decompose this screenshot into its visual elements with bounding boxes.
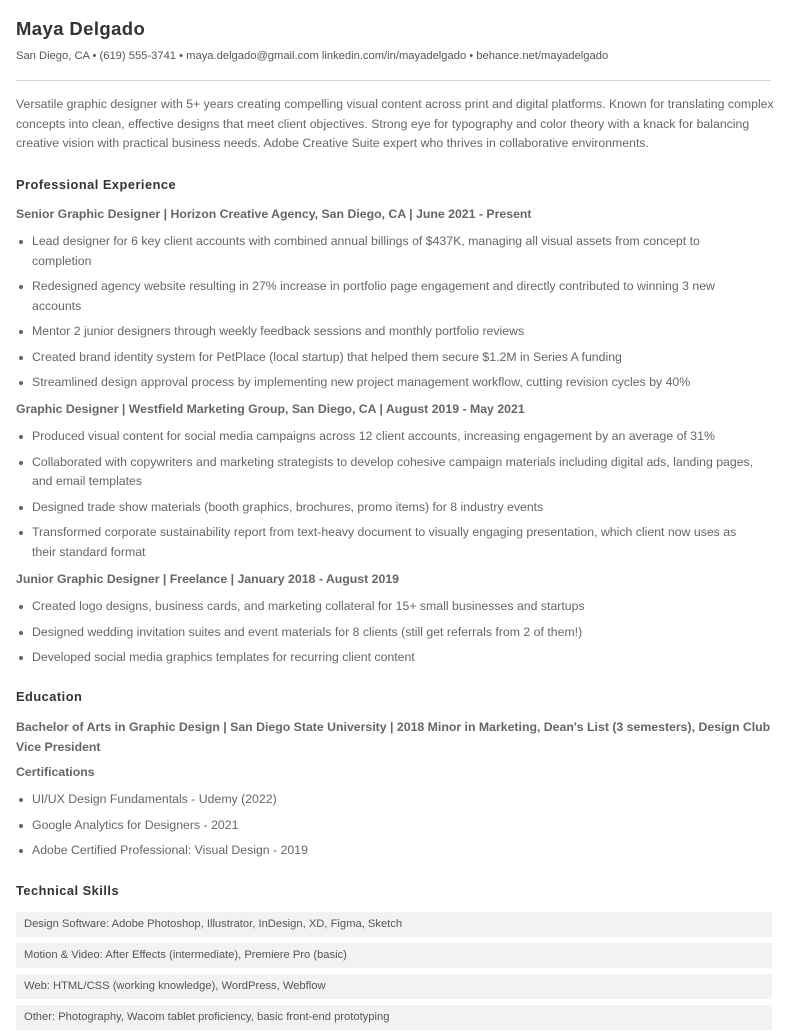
skill-row: Web: HTML/CSS (working knowledge), WordPress, Webflow — [16, 974, 772, 999]
list-item: Created brand identity system for PetPlace (local startup) that helped them secure $1.2M in Series A funding — [16, 348, 756, 368]
job-bullets — [16, 232, 756, 393]
professional-summary: Versatile graphic designer with 5+ years creating compelling visual content across print and digital platforms. Known for translating complex concepts into clean, effective designs that meet client objectives. Strong eye for typography and color theory with a knack for balancing creative vision with practical business needs. Adobe Creative Suite expert who thrives in collaborative environments. — [16, 97, 774, 150]
skills-list — [16, 912, 772, 1036]
list-item: Transformed corporate sustainability report from text-heavy document to visually engaging presentation, which client now uses as their standard format — [16, 523, 756, 562]
list-item: Collaborated with copywriters and marketing strategists to develop cohesive campaign materials including digital ads, landing pages, and email templates — [16, 453, 756, 492]
skills-heading: Technical Skills — [16, 883, 120, 898]
education-heading: Education — [16, 689, 83, 704]
list-item: UI/UX Design Fundamentals - Udemy (2022) — [16, 790, 756, 810]
list-item: Redesigned agency website resulting in 27% increase in portfolio page engagement and directly contributed to winning 3 new accounts — [16, 277, 756, 316]
list-item: Created logo designs, business cards, and marketing collateral for 15+ small businesses and startups — [16, 597, 756, 617]
degree-line: Bachelor of Arts in Graphic Design | San Diego State University | 2018 Minor in Marketing, Dean's List (3 semesters), Design Club Vice President — [16, 720, 771, 754]
job-title: Graphic Designer | Westfield Marketing Group, San Diego, CA | August 2019 - May 2021 — [16, 402, 525, 416]
list-item: Designed trade show materials (booth graphics, brochures, promo items) for 8 industry events — [16, 498, 756, 518]
job-bullets — [16, 597, 756, 668]
list-item: Designed wedding invitation suites and event materials for 8 clients (still get referrals from 2 of them!) — [16, 623, 756, 643]
candidate-name: Maya Delgado — [16, 18, 146, 39]
skill-row: Motion & Video: After Effects (intermediate), Premiere Pro (basic) — [16, 943, 772, 968]
list-item: Developed social media graphics templates for recurring client content — [16, 648, 756, 668]
job-title: Junior Graphic Designer | Freelance | January 2018 - August 2019 — [16, 572, 399, 586]
contact-line: San Diego, CA • (619) 555-3741 • maya.delgado@gmail.com linkedin.com/in/mayadelgado • behance.net/mayadelgado — [16, 50, 609, 62]
list-item: Streamlined design approval process by implementing new project management workflow, cutting revision cycles by 40% — [16, 373, 756, 393]
skill-row: Design Software: Adobe Photoshop, Illustrator, InDesign, XD, Figma, Sketch — [16, 912, 772, 937]
job-bullets — [16, 427, 756, 562]
list-item: Produced visual content for social media campaigns across 12 client accounts, increasing engagement by an average of 31% — [16, 427, 756, 447]
skill-row: Other: Photography, Wacom tablet proficiency, basic front-end prototyping — [16, 1005, 772, 1030]
header-divider — [16, 80, 771, 81]
list-item: Lead designer for 6 key client accounts with combined annual billings of $437K, managing all visual assets from concept to completion — [16, 232, 756, 271]
list-item: Mentor 2 junior designers through weekly feedback sessions and monthly portfolio reviews — [16, 322, 756, 342]
experience-heading: Professional Experience — [16, 177, 177, 192]
list-item: Google Analytics for Designers - 2021 — [16, 816, 756, 836]
list-item: Adobe Certified Professional: Visual Design - 2019 — [16, 841, 756, 861]
certifications-list — [16, 790, 756, 861]
job-title: Senior Graphic Designer | Horizon Creative Agency, San Diego, CA | June 2021 - Present — [16, 207, 532, 221]
certifications-heading: Certifications — [16, 765, 95, 779]
